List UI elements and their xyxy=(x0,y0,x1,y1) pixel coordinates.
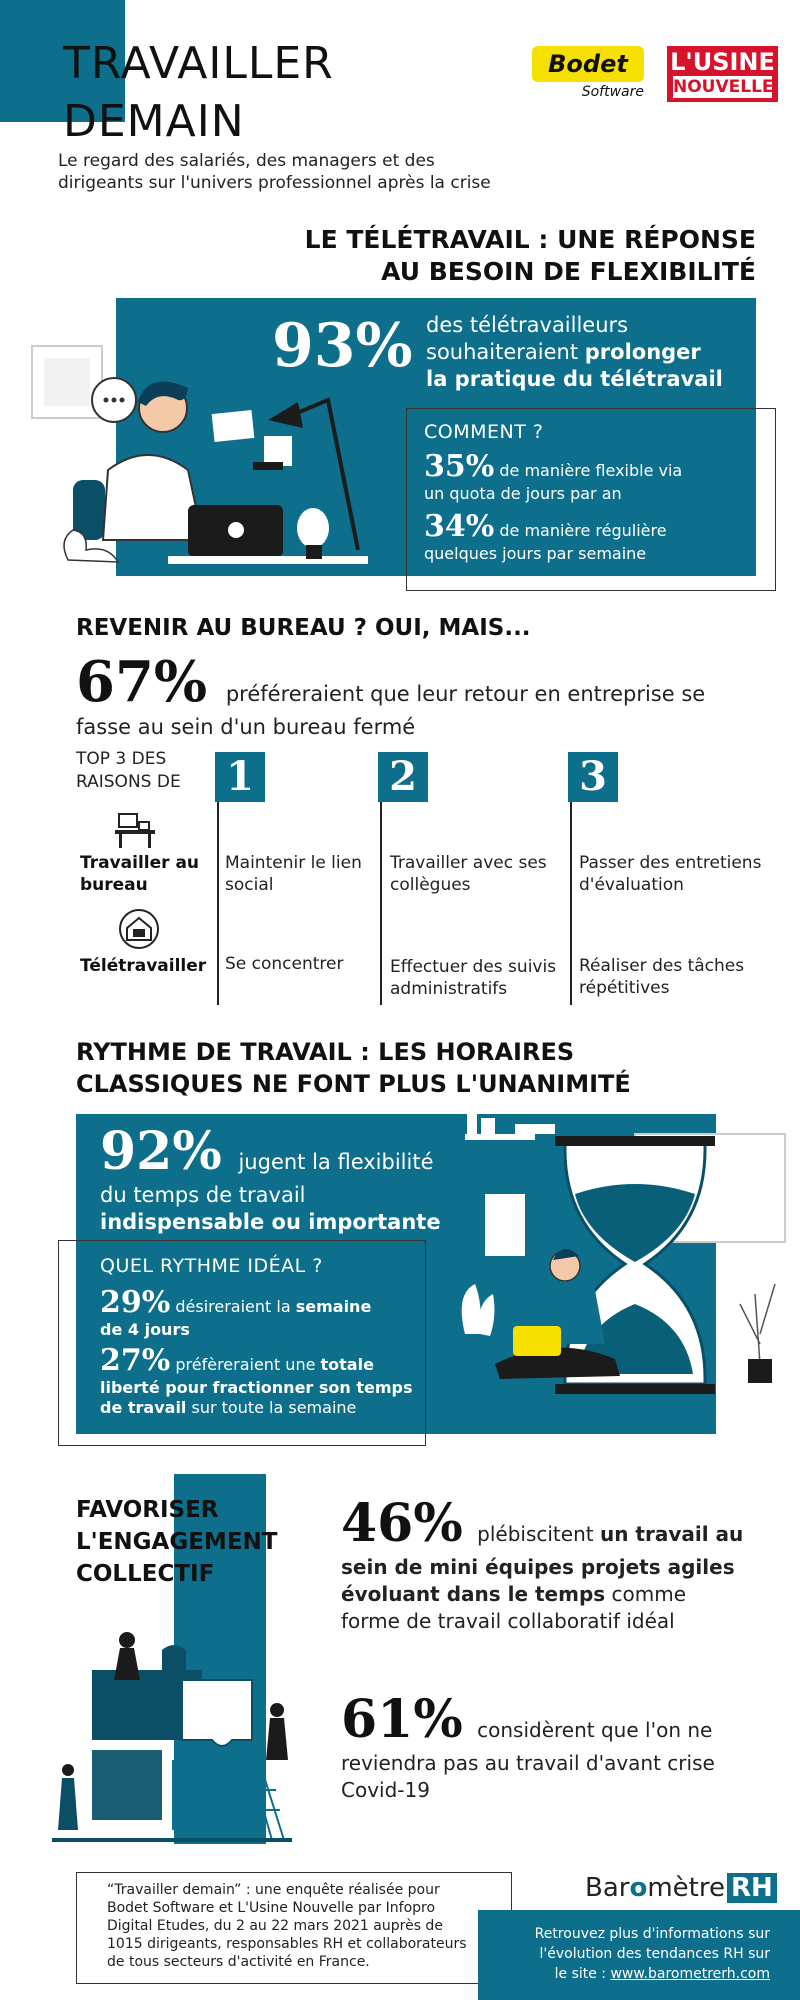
remote-reason-3: Réaliser des tâches répétitives xyxy=(579,956,745,998)
bureau-heading: REVENIR AU BUREAU ? OUI, MAIS... xyxy=(76,615,531,641)
office-reason-3: Passer des entretiens d'évaluation xyxy=(579,853,762,895)
teletravail-text: des télétravailleurs souhaiteraient prolonger la pratique du télétravail xyxy=(426,313,723,391)
bureau-stat: 67% préféreraient que leur retour en entreprise se fasse au sein d'un bureau fermé xyxy=(76,649,706,739)
office-reason-2: Travailler avec ses collègues xyxy=(390,853,547,895)
rank-2-badge: 2 xyxy=(378,752,428,802)
category-office: Travailler au bureau xyxy=(80,853,200,895)
source-note: “Travailler demain” : une enquête réalisée pour Bodet Software et L'Usine Nouvelle par Infopro Digital Etudes, du 2 au 22 mars 2021 auprès de 1015 dirigeants, responsables RH et collaborateurs de tous secteurs d'activité en France. xyxy=(76,1872,512,1984)
puzzle-team-illustration xyxy=(52,1610,302,1850)
remote-reason-1: Se concentrer xyxy=(225,954,344,974)
remote-reason-2: Effectuer des suivis administratifs xyxy=(390,957,557,999)
page-title: TRAVAILLER DEMAIN xyxy=(63,38,334,147)
home-laptop-icon xyxy=(118,908,160,950)
engagement-stat-1: 46% plébiscitent un travail au sein de mini équipes projets agiles évoluant dans le temps comme forme de travail collaboratif idéal xyxy=(341,1493,744,1633)
bodet-logo: Bodet Software xyxy=(532,46,644,106)
top3-label: TOP 3 DES RAISONS DE xyxy=(76,749,181,792)
barometre-website-link[interactable]: www.barometrerh.com xyxy=(610,1966,770,1982)
more-info-panel: Retrouvez plus d'informations sur l'évolution des tendances RH sur le site : www.barometrerh.com xyxy=(478,1910,800,2000)
office-reason-1: Maintenir le lien social xyxy=(225,853,362,895)
rythme-stat: 92% jugent la flexibilité du temps de travail indispensable ou importante xyxy=(100,1121,441,1234)
rank-3-badge: 3 xyxy=(568,752,618,802)
engagement-stat-2: 61% considèrent que l'on ne reviendra pas au travail d'avant crise Covid-19 xyxy=(341,1689,715,1802)
usine-nouvelle-logo: L'USINE NOUVELLE xyxy=(667,46,778,102)
how-item-1: 35% de manière flexible via un quota de jours par an xyxy=(424,449,683,503)
teletravail-pct: 93% xyxy=(272,311,413,381)
teletravail-heading: LE TÉLÉTRAVAIL : UNE RÉPONSE AU BESOIN DE FLEXIBILITÉ xyxy=(304,225,756,286)
barometre-rh-logo: Baromètre RH xyxy=(585,1870,777,1906)
how-title: COMMENT ? xyxy=(424,421,544,443)
page-subtitle: Le regard des salariés, des managers et des dirigeants sur l'univers professionnel après la crise xyxy=(58,151,491,193)
ideal-item-1: 29% désireraient la semaine de 4 jours xyxy=(100,1285,372,1339)
how-item-2: 34% de manière régulière quelques jours par semaine xyxy=(424,509,667,563)
category-remote: Télétravailler xyxy=(80,956,207,976)
rank-1-badge: 1 xyxy=(215,752,265,802)
engagement-heading: FAVORISER L'ENGAGEMENT COLLECTIF xyxy=(76,1497,278,1587)
ideal-title: QUEL RYTHME IDÉAL ? xyxy=(100,1255,323,1277)
hourglass-illustration xyxy=(455,1104,800,1450)
office-desk-icon xyxy=(113,810,157,850)
ideal-item-2: 27% préfèreraient une totale liberté pour fractionner son temps de travail sur toute la semaine xyxy=(100,1343,413,1417)
rythme-heading: RYTHME DE TRAVAIL : LES HORAIRES CLASSIQUES NE FONT PLUS L'UNANIMITÉ xyxy=(76,1038,631,1098)
